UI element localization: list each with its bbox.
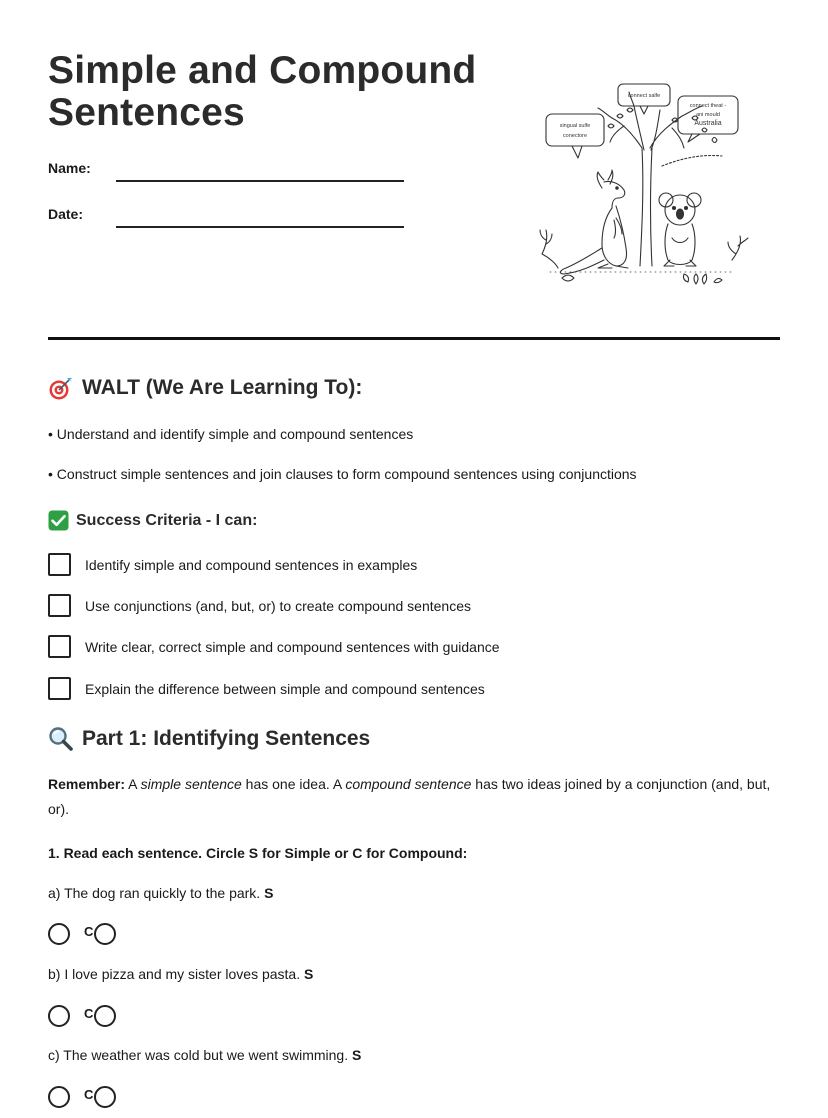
criteria-text: Identify simple and compound sentences in examples: [85, 556, 418, 573]
remember-paragraph: [48, 772, 788, 822]
question-a-s-label: S: [264, 885, 274, 901]
magnifying-glass-icon: [48, 726, 74, 752]
check-mark-button-icon: [48, 510, 69, 531]
walt-item-2: • Construct simple sentences and join clauses to form compound sentences using conjunctions: [48, 466, 637, 482]
option-circle-c[interactable]: [94, 923, 116, 945]
bubble-right-line-3: Australia: [694, 120, 722, 127]
question-b-s-label: S: [304, 966, 314, 982]
success-criteria-heading: [48, 510, 257, 531]
c-label: C: [84, 1086, 94, 1102]
c-label: C: [84, 1005, 94, 1021]
simple-sentence-term: simple sentence: [140, 776, 242, 792]
success-criteria-heading-text: Success Criteria - I can:: [76, 511, 258, 529]
criteria-text: Explain the difference between simple and compound sentences: [85, 680, 485, 697]
compound-sentence-term: compound sentence: [345, 776, 472, 792]
question-b-text: b) I love pizza and my sister loves pasta.: [48, 966, 304, 982]
remember-text-a: A: [125, 776, 141, 792]
kangaroo-koala-illustration: [532, 78, 754, 302]
question-a: [48, 881, 273, 906]
walt-item-1: • Understand and identify simple and compound sentences: [48, 426, 414, 442]
question-c-choices: [48, 1085, 116, 1109]
walt-heading-text: WALT (We Are Learning To):: [82, 376, 363, 399]
date-line[interactable]: [116, 226, 404, 228]
part1-heading: [48, 726, 370, 752]
criteria-checkbox[interactable]: [48, 677, 71, 700]
option-circle-s[interactable]: [48, 1086, 70, 1108]
question-c: [48, 1043, 361, 1068]
bubble-left-line-2: conectore: [562, 133, 588, 139]
question-b: [48, 962, 313, 987]
name-line[interactable]: [116, 180, 404, 182]
remember-text-b: has one idea. A: [241, 776, 346, 792]
target-dart-icon: [48, 375, 74, 401]
question-a-text: a) The dog ran quickly to the park.: [48, 885, 265, 901]
question-b-choices: [48, 1004, 116, 1028]
criteria-item[interactable]: [48, 635, 500, 658]
bubble-right-line-1: connect theat -: [689, 103, 727, 109]
option-circle-s[interactable]: [48, 923, 70, 945]
criteria-checkbox[interactable]: [48, 635, 71, 658]
name-label: Name:: [48, 160, 91, 176]
criteria-checkbox[interactable]: [48, 594, 71, 617]
c-label: C: [84, 923, 94, 939]
bubble-left-line-1: singual sulfe: [559, 123, 591, 129]
page-title: Simple and Compound Sentences: [48, 49, 477, 134]
criteria-checkbox[interactable]: [48, 553, 71, 576]
criteria-item[interactable]: [48, 677, 485, 700]
bubble-right-line-2: ani mould: [696, 112, 720, 118]
option-circle-s[interactable]: [48, 1005, 70, 1027]
criteria-text: Write clear, correct simple and compound sentences with guidance: [85, 638, 500, 655]
criteria-item[interactable]: [48, 594, 471, 617]
remember-label: Remember:: [48, 776, 126, 792]
section-divider: [48, 337, 780, 340]
question-a-choices: [48, 922, 116, 946]
remember-text-c: has two ideas joined by a conjunction (and, but, or).: [48, 776, 771, 817]
question-c-s-label: S: [351, 1047, 362, 1063]
walt-heading: [48, 375, 362, 401]
criteria-text: Use conjunctions (and, but, or) to create compound sentences: [85, 597, 471, 614]
part1-heading-text: Part 1: Identifying Sentences: [82, 727, 371, 750]
criteria-item[interactable]: [48, 553, 417, 576]
option-circle-c[interactable]: [94, 1086, 116, 1108]
question-instruction: 1. Read each sentence. Circle S for Simple or C for Compound:: [48, 845, 468, 861]
date-label: Date:: [48, 206, 84, 222]
option-circle-c[interactable]: [94, 1005, 116, 1027]
question-c-text: c) The weather was cold but we went swimming.: [48, 1047, 352, 1063]
bubble-top-text: connect salfe: [627, 93, 661, 99]
